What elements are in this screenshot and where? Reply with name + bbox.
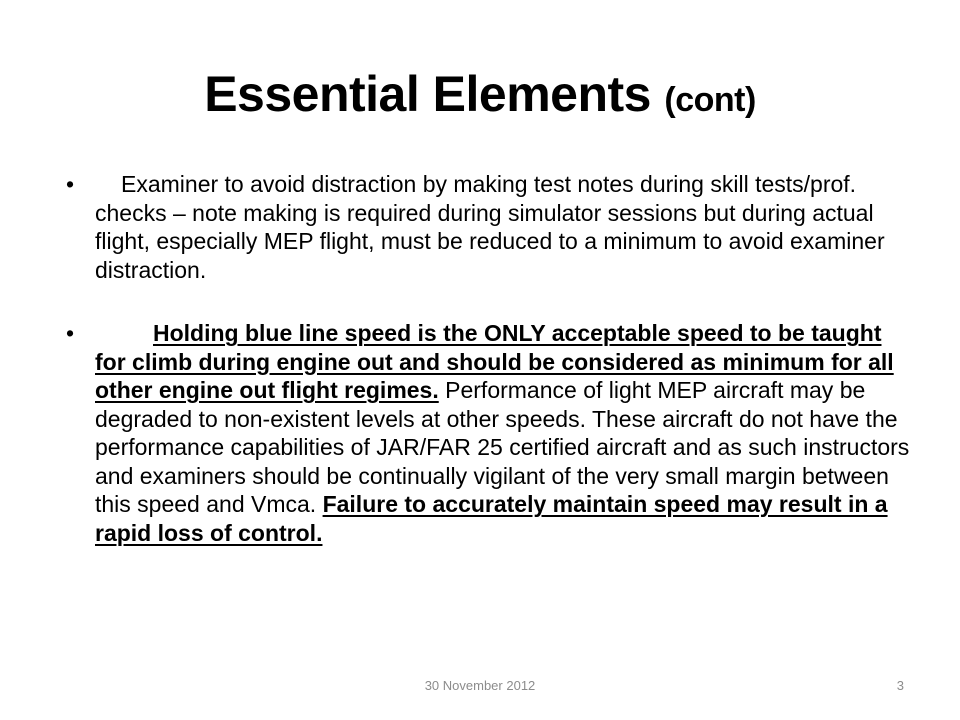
bullet-marker: • bbox=[66, 171, 75, 197]
title-main: Essential Elements bbox=[204, 66, 651, 122]
bullet-text: Examiner to avoid distraction by making test notes during skill tests/prof. checks – note making is required during simulator sessions but during actual flight, especially MEP flight, must be reduced to a minimum to avoid examiner distraction. bbox=[95, 171, 885, 283]
bullet-item-examiner-notes bbox=[62, 170, 912, 284]
bullet-emphasis-text: Holding blue line speed is the ONLY acceptable speed to be taught for climb during engine out and should be considered as minimum for all other engine out flight regimes. bbox=[95, 320, 894, 403]
page-number: 3 bbox=[896, 678, 904, 693]
bullet-list bbox=[62, 170, 912, 547]
title-suffix: (cont) bbox=[664, 81, 756, 119]
bullet-marker: • bbox=[66, 320, 75, 346]
bullet-text: Performance of light MEP aircraft may be degraded to non-existent levels at other speeds. These aircraft do not have the performance capabilities of JAR/FAR 25 certified aircraft and as such instructors and examiners should be continually vigilant of the very small margin between this speed and Vmca. bbox=[95, 377, 910, 517]
bullet-closing-text: Failure to accurately maintain speed may result in a rapid loss of control. bbox=[95, 491, 888, 546]
bullet-item-blue-line-speed bbox=[62, 319, 912, 547]
slide-title bbox=[0, 62, 960, 132]
footer-date: 30 November 2012 bbox=[424, 678, 536, 693]
